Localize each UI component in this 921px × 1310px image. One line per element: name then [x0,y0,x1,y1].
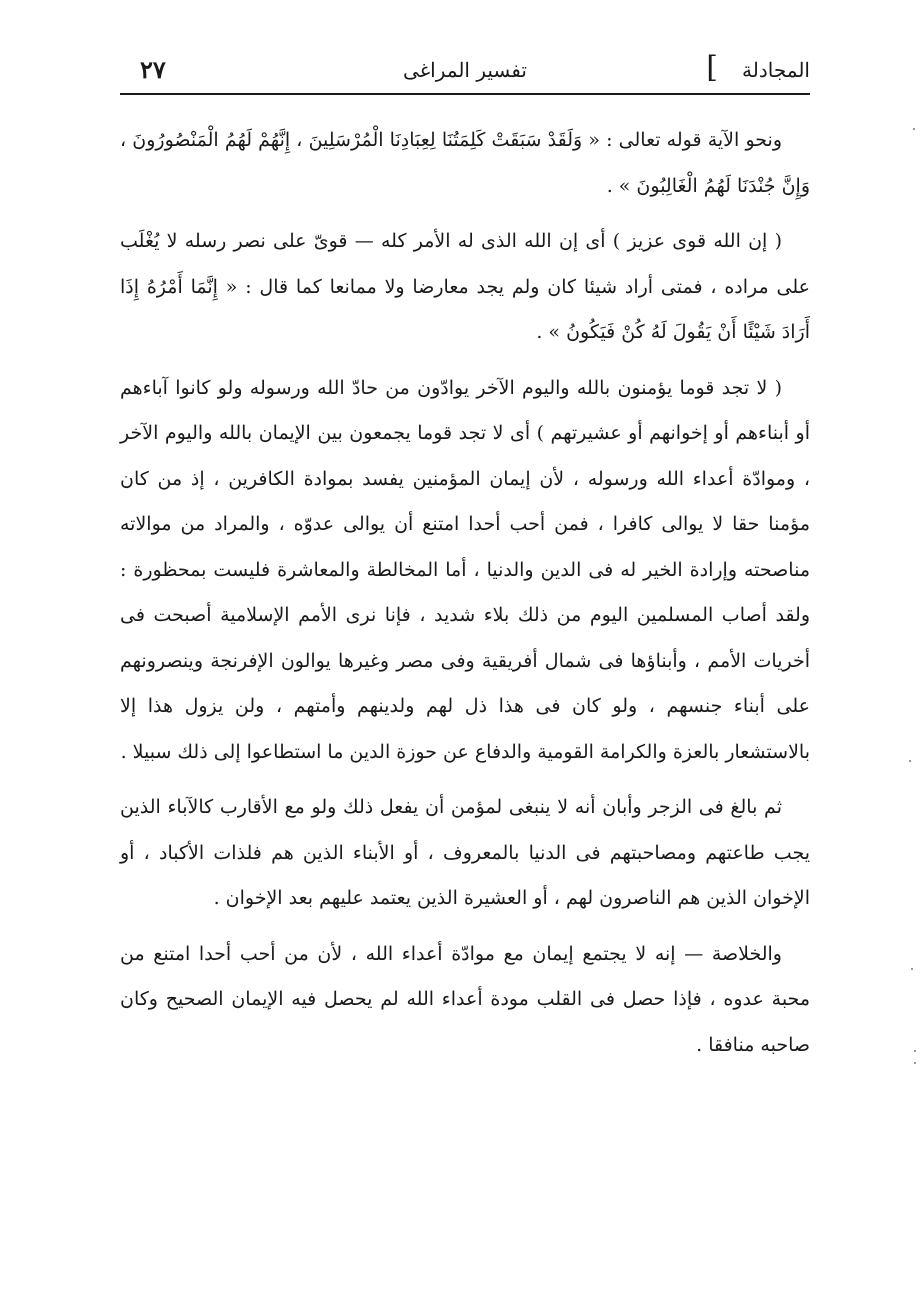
header-bracket: ] [706,50,718,85]
paragraph-relatives: ثم بالغ فى الزجر وأبان أنه لا ينبغى لمؤمن أن يفعل ذلك ولو مع الأقارب كالآباء الذين يجب طاعتهم ومصاحبتهم فى الدنيا بالمعروف ، أو الأبناء الذين هم فلذات الأكباد ، أو الإخوان الذين هم الناصرون لهم ، أو العشيرة الذين يعتمد عليهم بعد الإخوان . [120,796,810,909]
paragraph-verse-reference: ونحو الآية قوله تعالى : « وَلَقَدْ سَبَقَتْ كَلِمَتُنَا لِعِبَادِنَا الْمُرْسَلِينَ ، إِنَّهُمْ لَهُمُ الْمَنْصُورُونَ ، وَإِنَّ جُنْدَنَا لَهُمُ الْغَالِبُونَ » . [120,129,810,197]
page-body [120,118,810,1076]
scan-margin-specks [901,0,921,1310]
page-number: ٢٧ [140,55,166,84]
paragraph-god-mighty: ( إن الله قوى عزيز ) أى إن الله الذى له الأمر كله — قوىّ على نصر رسله لا يُغْلَب على مراده ، فمتى أراد شيئا كان ولم يجد معارضا ولا ممانعا كما قال : « إِنَّمَا أَمْرُهُ إِذَا أَرَادَ شَيْئًا أَنْ يَقُولَ لَهُ كُنْ فَيَكُونُ » . [120,230,810,343]
scan-speck [911,968,913,970]
scan-speck [914,1050,916,1052]
header-rule [120,93,810,95]
scan-speck [914,1062,916,1064]
paragraph-no-alliance: ( لا تجد قوما يؤمنون بالله واليوم الآخر يوادّون من حادّ الله ورسوله ولو كانوا آباءهم أو أبناءهم أو إخوانهم أو عشيرتهم ) أى لا تجد قوما يجمعون بين الإيمان بالله واليوم الآخر ، وموادّة أعداء الله ورسوله ، لأن إيمان المؤمنين يفسد بموادة الكافرين ، إذ من كان مؤمنا حقا لا يوالى كافرا ، فمن أحب أحدا امتنع أن يوالى عدوّه ، والمراد من موالاته مناصحته وإرادة الخير له فى الدين والدنيا ، أما المخالطة والمعاشرة فليست بمحظورة : ولقد أصاب المسلمين اليوم من ذلك بلاء شديد ، فإنا نرى الأمم الإسلامية أصبحت فى أخريات الأمم ، وأبناؤها فى شمال أفريقية وفى مصر وغيرها يوالون الإفرنجة وينصرونهم على أبناء جنسهم ، ولو كان فى هذا ذل لهم ولدينهم وأمتهم ، ولن يزول هذا إلا بالاستشعار بالعزة والكرامة القومية والدفاع عن حوزة الدين ما استطاعوا إلى ذلك سبيلا . [120,376,810,763]
paragraph-summary: والخلاصة — إنه لا يجتمع إيمان مع موادّة أعداء الله ، لأن من أحب أحدا امتنع من محبة عدوه ، فإذا حصل فى القلب مودة أعداء الله لم يحصل فيه الإيمان الصحيح وكان صاحبه منافقا . [120,942,810,1056]
page-header [120,50,810,90]
surah-name: المجادلة [742,58,810,82]
book-title: تفسير المراغى [403,58,527,82]
scan-speck [909,760,911,762]
scan-speck [913,128,915,130]
